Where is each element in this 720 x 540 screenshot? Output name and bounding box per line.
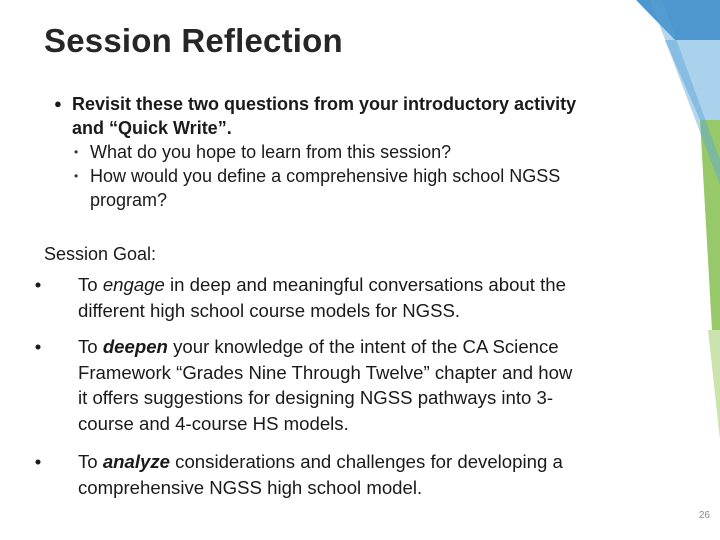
reflection-section <box>50 92 670 212</box>
page-number: 26 <box>698 510 710 521</box>
goal-text-line: Framework “Grades Nine Through Twelve” chapter and how <box>78 361 573 383</box>
page-title: Session Reflection <box>44 22 343 59</box>
goal-list-item <box>30 272 670 323</box>
question-line: program? <box>90 190 168 210</box>
sub-bullet-icon: • <box>74 169 79 183</box>
goal-text: in deep and meaningful conversations about the <box>164 274 566 295</box>
goal-list-item <box>30 334 670 436</box>
goal-text-prefix: To <box>78 336 103 357</box>
question-line: What do you hope to learn from this session? <box>90 142 452 162</box>
bullet-icon: • <box>34 336 42 357</box>
goal-text-line: different high school course models for NGSS. <box>78 299 461 321</box>
deco-light-blue-band <box>665 40 720 120</box>
sub-bullet-icon: • <box>74 145 79 159</box>
reflection-main-item <box>50 92 670 140</box>
session-goal-heading: Session Goal: <box>44 244 157 264</box>
goal-item <box>30 334 670 436</box>
goal-text-line: comprehensive NGSS high school model. <box>78 476 423 498</box>
reflection-main-line: Revisit these two questions from your introductory activity <box>72 94 577 114</box>
deco-light-green-band <box>708 330 720 440</box>
goal-text-prefix: To <box>78 274 103 295</box>
deco-green-band <box>700 120 720 330</box>
reflection-main-line: and “Quick Write”. <box>72 118 232 138</box>
goal-text-line: it offers suggestions for designing NGSS pathways into 3- <box>78 387 554 408</box>
reflection-question <box>50 164 670 212</box>
goal-emphasis: engage <box>102 274 165 295</box>
goal-text-prefix: To <box>78 451 103 472</box>
goal-item <box>30 449 670 500</box>
bullet-icon: • <box>34 274 42 295</box>
goal-text: considerations and challenges for developing a <box>170 451 563 472</box>
goal-item <box>30 272 670 323</box>
question-line: How would you define a comprehensive high school NGSS <box>90 166 561 186</box>
goal-emphasis: deepen <box>102 336 168 357</box>
bullet-icon: • <box>34 451 42 472</box>
deco-blue-band <box>636 0 720 40</box>
goal-emphasis: analyze <box>102 451 170 472</box>
bullet-icon: ● <box>54 96 62 111</box>
goal-text: your knowledge of the intent of the CA Science <box>167 336 559 357</box>
reflection-question <box>50 140 670 164</box>
goal-list-item <box>30 449 670 500</box>
goal-text-line: course and 4-course HS models. <box>78 412 349 434</box>
